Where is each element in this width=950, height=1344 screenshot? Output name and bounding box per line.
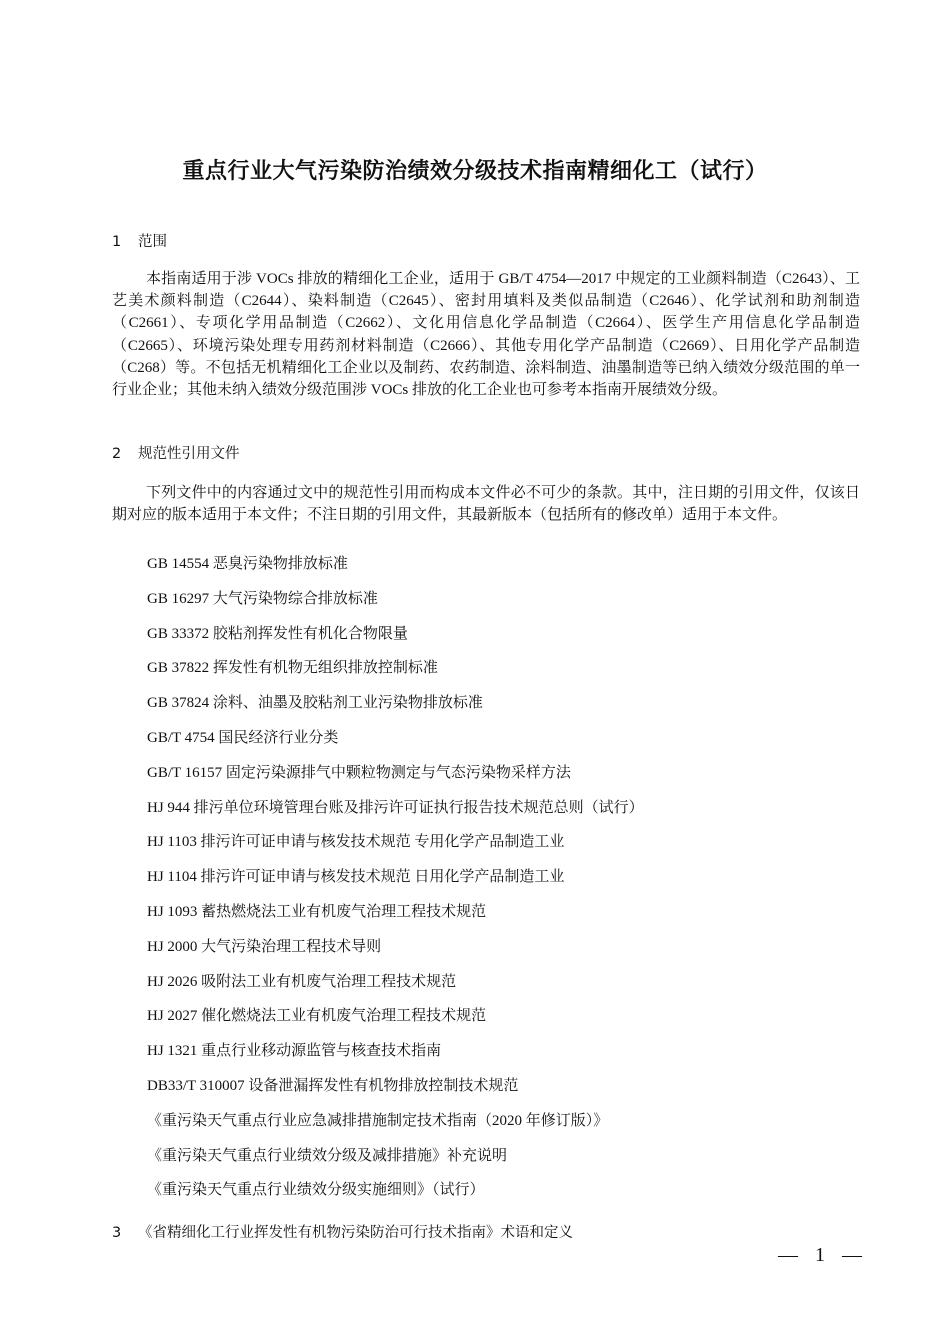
reference-item: GB 37822 挥发性有机物无组织排放控制标准 xyxy=(147,660,438,677)
section-1-heading xyxy=(112,230,167,251)
reference-item: DB33/T 310007 设备泄漏挥发性有机物排放控制技术规范 xyxy=(147,1077,519,1094)
reference-item: HJ 2027 催化燃烧法工业有机废气治理工程技术规范 xyxy=(147,1008,487,1025)
reference-item: 《重污染天气重点行业绩效分级及减排措施》补充说明 xyxy=(147,1147,508,1164)
reference-item: GB 33372 胶粘剂挥发性有机化合物限量 xyxy=(147,625,408,642)
reference-item: HJ 1321 重点行业移动源监管与核查技术指南 xyxy=(147,1043,442,1060)
reference-item: HJ 2026 吸附法工业有机废气治理工程技术规范 xyxy=(147,973,457,990)
section-title: 规范性引用文件 xyxy=(138,446,240,462)
reference-item: HJ 2000 大气污染治理工程技术导则 xyxy=(147,938,382,955)
section-title: 《省精细化工行业挥发性有机物污染防治可行技术指南》术语和定义 xyxy=(138,1225,573,1241)
reference-item: GB/T 4754 国民经济行业分类 xyxy=(147,729,339,746)
section-title: 范围 xyxy=(138,234,167,250)
section-number: 2 xyxy=(112,446,122,462)
reference-item: GB 14554 恶臭污染物排放标准 xyxy=(147,556,348,572)
reference-list xyxy=(147,554,644,1215)
reference-item: GB/T 16157 固定污染源排气中颗粒物测定与气态污染物采样方法 xyxy=(147,764,571,781)
reference-item: HJ 1103 排污许可证申请与核发技术规范 专用化学产品制造工业 xyxy=(147,834,565,851)
page-number: — 1 — xyxy=(778,1244,868,1266)
reference-item: GB 16297 大气污染物综合排放标准 xyxy=(147,590,378,607)
document-title: 重点行业大气污染防治绩效分级技术指南精细化工（试行） xyxy=(182,159,768,184)
reference-item: HJ 944 排污单位环境管理台账及排污许可证执行报告技术规范总则（试行） xyxy=(147,799,644,816)
reference-item: HJ 1093 蓄热燃烧法工业有机废气治理工程技术规范 xyxy=(147,903,487,920)
scope-paragraph: 本指南适用于涉 VOCs 排放的精细化工企业，适用于 GB/T 4754—2017 中规定的工业颜料制造（C2643）、工艺美术颜料制造（C2644）、染料制造（C2645）、密封用填料及类似品制造（C2646）、化学试剂和助剂制造（C2661）、专项化学用品制造（C2662）、文化用信息化学品制造（C2664）、医学生产用信息化学品制造（C2665）、环境污染处理专用药剂材料制造（C2666）、其他专用化学产品制造（C2669）、日用化学产品制造（C268）等。不包括无机精细化工企业以及制药、农药制造、涂料制造、油墨制造等已纳入绩效分级范围的单一行业企业；其他未纳入绩效分级范围涉 VOCs 排放的化工企业也可参考本指南开展绩效分级。 xyxy=(112,271,860,399)
references-intro-paragraph: 下列文件中的内容通过文中的规范性引用而构成本文件必不可少的条款。其中，注日期的引用文件，仅该日期对应的版本适用于本文件；不注日期的引用文件，其最新版本（包括所有的修改单）适用于本文件。 xyxy=(112,485,860,524)
section-2-heading xyxy=(112,442,240,463)
reference-item: 《重污染天气重点行业应急减排措施制定技术指南（2020 年修订版）》 xyxy=(147,1112,609,1129)
section-number: 3 xyxy=(112,1225,122,1241)
reference-item: GB 37824 涂料、油墨及胶粘剂工业污染物排放标准 xyxy=(147,695,483,712)
section-3-heading xyxy=(112,1221,573,1242)
reference-item: 《重污染天气重点行业绩效分级实施细则》（试行） xyxy=(147,1182,485,1199)
reference-item: HJ 1104 排污许可证申请与核发技术规范 日用化学产品制造工业 xyxy=(147,869,565,886)
section-number: 1 xyxy=(112,234,122,250)
